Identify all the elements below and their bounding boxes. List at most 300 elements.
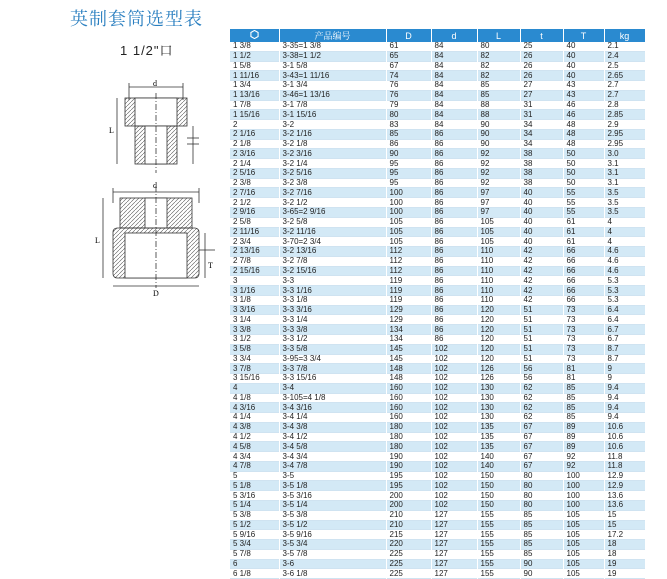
table-cell: 3 3/16 — [230, 305, 279, 315]
table-cell: 76 — [386, 90, 431, 100]
table-cell: 3-5 — [279, 471, 386, 481]
table-cell: 200 — [386, 500, 431, 510]
table-cell: 5.3 — [604, 286, 645, 296]
table-row — [230, 286, 645, 296]
table-cell: 2 3/8 — [230, 178, 279, 188]
table-cell: 56 — [520, 364, 563, 374]
table-row — [230, 315, 645, 325]
table-cell: 6.4 — [604, 315, 645, 325]
table-cell: 102 — [431, 481, 477, 491]
table-row — [230, 403, 645, 413]
table-cell: 3-46=1 13/16 — [279, 90, 386, 100]
table-row — [230, 530, 645, 540]
table-cell: 119 — [386, 286, 431, 296]
table-cell: 5.3 — [604, 295, 645, 305]
table-cell: 86 — [431, 286, 477, 296]
table-row — [230, 549, 645, 559]
table-cell: 4.6 — [604, 266, 645, 276]
table-row — [230, 61, 645, 71]
table-cell: 105 — [563, 559, 604, 569]
table-cell: 17.2 — [604, 530, 645, 540]
table-cell: 195 — [386, 481, 431, 491]
table-cell: 150 — [477, 471, 520, 481]
table-cell: 3-5 9/16 — [279, 530, 386, 540]
table-cell: 19 — [604, 559, 645, 569]
table-cell: 90 — [520, 559, 563, 569]
table-cell: 225 — [386, 569, 431, 579]
table-row — [230, 129, 645, 139]
table-cell: 102 — [431, 413, 477, 423]
table-cell: 86 — [431, 247, 477, 257]
table-cell: 3-3 7/8 — [279, 364, 386, 374]
table-cell: 40 — [520, 198, 563, 208]
table-cell: 2 1/8 — [230, 139, 279, 149]
table-cell: 89 — [563, 442, 604, 452]
table-cell: 4 5/8 — [230, 442, 279, 452]
table-cell: 210 — [386, 510, 431, 520]
table-cell: 42 — [520, 295, 563, 305]
socket-spec-table — [230, 29, 646, 579]
table-cell: 79 — [386, 100, 431, 110]
column-header: kg — [604, 29, 645, 42]
table-cell: 2 5/16 — [230, 168, 279, 178]
table-cell: 12.9 — [604, 471, 645, 481]
table-cell: 82 — [477, 61, 520, 71]
column-header: T — [563, 29, 604, 42]
table-cell: 3-3 5/8 — [279, 344, 386, 354]
table-cell: 85 — [520, 520, 563, 530]
table-cell: 155 — [477, 569, 520, 579]
table-cell: 51 — [520, 354, 563, 364]
table-cell: 8.7 — [604, 354, 645, 364]
table-cell: 3-3 3/16 — [279, 305, 386, 315]
table-cell: 2 5/8 — [230, 217, 279, 227]
table-cell: 90 — [520, 569, 563, 579]
table-cell: 85 — [477, 90, 520, 100]
table-cell: 145 — [386, 354, 431, 364]
table-cell: 2 7/16 — [230, 188, 279, 198]
table-cell: 102 — [431, 491, 477, 501]
table-cell: 42 — [520, 247, 563, 257]
table-row — [230, 344, 645, 354]
table-cell: 86 — [431, 276, 477, 286]
table-cell: 66 — [563, 286, 604, 296]
table-cell: 86 — [431, 334, 477, 344]
table-cell: 40 — [563, 42, 604, 51]
table-cell: 120 — [477, 354, 520, 364]
table-cell: 15 — [604, 520, 645, 530]
table-cell: 5 9/16 — [230, 530, 279, 540]
table-cell: 40 — [520, 237, 563, 247]
table-cell: 140 — [477, 461, 520, 471]
table-cell: 100 — [386, 208, 431, 218]
table-cell: 85 — [520, 540, 563, 550]
table-cell: 4 3/8 — [230, 422, 279, 432]
table-cell: 102 — [431, 374, 477, 384]
table-row — [230, 383, 645, 393]
table-cell: 4.6 — [604, 256, 645, 266]
table-cell: 105 — [563, 549, 604, 559]
table-cell: 10.6 — [604, 422, 645, 432]
table-cell: 130 — [477, 413, 520, 423]
table-cell: 85 — [563, 383, 604, 393]
table-cell: 3-43=1 11/16 — [279, 71, 386, 81]
table-cell: 3-5 1/8 — [279, 481, 386, 491]
table-cell: 83 — [386, 120, 431, 130]
table-cell: 80 — [520, 471, 563, 481]
table-cell: 26 — [520, 71, 563, 81]
table-cell: 3.1 — [604, 159, 645, 169]
table-cell: 92 — [477, 159, 520, 169]
table-cell: 5 1/4 — [230, 500, 279, 510]
table-cell: 51 — [520, 334, 563, 344]
table-cell: 73 — [563, 315, 604, 325]
table-cell: 3-4 3/4 — [279, 452, 386, 462]
table-cell: 100 — [563, 500, 604, 510]
table-cell: 2.95 — [604, 129, 645, 139]
table-row — [230, 227, 645, 237]
table-cell: 85 — [386, 129, 431, 139]
table-cell: 1 11/16 — [230, 71, 279, 81]
table-cell: 67 — [520, 461, 563, 471]
table-cell: 2 7/8 — [230, 256, 279, 266]
socket-drawing — [95, 78, 220, 298]
table-cell: 127 — [431, 520, 477, 530]
table-cell: 82 — [477, 51, 520, 61]
table-cell: 85 — [563, 393, 604, 403]
table-cell: 86 — [431, 227, 477, 237]
table-cell: 26 — [520, 61, 563, 71]
table-cell: 2.65 — [604, 71, 645, 81]
table-cell: 3-70=2 3/4 — [279, 237, 386, 247]
table-cell: 34 — [520, 120, 563, 130]
label-D-section: D — [153, 289, 159, 298]
table-cell: 148 — [386, 364, 431, 374]
table-cell: 225 — [386, 549, 431, 559]
table-cell: 5 7/8 — [230, 549, 279, 559]
table-cell: 1 1/2 — [230, 51, 279, 61]
table-cell: 86 — [431, 305, 477, 315]
table-cell: 102 — [431, 383, 477, 393]
table-cell: 4 3/4 — [230, 452, 279, 462]
socket-section-view — [103, 186, 215, 288]
table-cell: 190 — [386, 461, 431, 471]
table-cell: 4 1/4 — [230, 413, 279, 423]
table-row — [230, 452, 645, 462]
table-cell: 5 1/8 — [230, 481, 279, 491]
table-cell: 3-1 5/8 — [279, 61, 386, 71]
table-cell: 160 — [386, 383, 431, 393]
table-cell: 3 7/8 — [230, 364, 279, 374]
table-cell: 85 — [563, 403, 604, 413]
table-cell: 27 — [520, 90, 563, 100]
table-row — [230, 188, 645, 198]
table-row — [230, 422, 645, 432]
table-cell: 2.4 — [604, 51, 645, 61]
table-cell: 84 — [431, 100, 477, 110]
table-cell: 85 — [563, 413, 604, 423]
table-cell: 62 — [520, 383, 563, 393]
table-cell: 5 3/8 — [230, 510, 279, 520]
table-cell: 110 — [477, 295, 520, 305]
table-cell: 3 3/8 — [230, 325, 279, 335]
label-d-section: d — [153, 181, 157, 190]
table-cell: 2 15/16 — [230, 266, 279, 276]
table-row — [230, 491, 645, 501]
table-cell: 2 13/16 — [230, 247, 279, 257]
column-header: 产品编号 — [279, 29, 386, 42]
table-cell: 73 — [563, 325, 604, 335]
table-cell: 86 — [431, 256, 477, 266]
table-cell: 105 — [563, 510, 604, 520]
table-cell: 2 3/16 — [230, 149, 279, 159]
table-cell: 195 — [386, 471, 431, 481]
table-row — [230, 51, 645, 61]
table-cell: 46 — [563, 100, 604, 110]
table-cell: 3.5 — [604, 188, 645, 198]
table-cell: 12.9 — [604, 481, 645, 491]
table-cell: 3-2 15/16 — [279, 266, 386, 276]
table-cell: 145 — [386, 344, 431, 354]
table-cell: 80 — [477, 42, 520, 51]
table-cell: 3-2 11/16 — [279, 227, 386, 237]
table-cell: 86 — [431, 266, 477, 276]
table-cell: 67 — [520, 432, 563, 442]
table-cell: 56 — [520, 374, 563, 384]
column-header: t — [520, 29, 563, 42]
table-cell: 120 — [477, 325, 520, 335]
table-cell: 105 — [477, 227, 520, 237]
table-cell: 5 — [230, 471, 279, 481]
table-cell: 76 — [386, 81, 431, 91]
table-cell: 160 — [386, 413, 431, 423]
table-cell: 92 — [477, 149, 520, 159]
table-row — [230, 442, 645, 452]
table-cell: 40 — [520, 227, 563, 237]
table-cell: 85 — [520, 510, 563, 520]
table-cell: 129 — [386, 315, 431, 325]
table-cell: 130 — [477, 383, 520, 393]
table-cell: 9.4 — [604, 393, 645, 403]
table-cell: 85 — [520, 549, 563, 559]
table-cell: 84 — [431, 110, 477, 120]
table-cell: 127 — [431, 540, 477, 550]
table-cell: 42 — [520, 276, 563, 286]
column-header: L — [477, 29, 520, 42]
table-cell: 5 3/16 — [230, 491, 279, 501]
table-cell: 84 — [431, 90, 477, 100]
table-cell: 43 — [563, 90, 604, 100]
table-cell: 62 — [520, 393, 563, 403]
table-cell: 150 — [477, 500, 520, 510]
table-cell: 110 — [477, 247, 520, 257]
table-cell: 73 — [563, 354, 604, 364]
table-cell: 3-38=1 1/2 — [279, 51, 386, 61]
table-cell: 92 — [477, 168, 520, 178]
table-cell: 1 3/4 — [230, 81, 279, 91]
table-cell: 3-4 — [279, 383, 386, 393]
table-cell: 55 — [563, 208, 604, 218]
table-cell: 10.6 — [604, 432, 645, 442]
table-cell: 90 — [477, 120, 520, 130]
table-cell: 89 — [563, 422, 604, 432]
table-cell: 27 — [520, 81, 563, 91]
table-cell: 3-4 5/8 — [279, 442, 386, 452]
table-cell: 9.4 — [604, 413, 645, 423]
table-cell: 1 3/8 — [230, 42, 279, 51]
table-cell: 3.1 — [604, 178, 645, 188]
table-cell: 135 — [477, 422, 520, 432]
table-row — [230, 354, 645, 364]
table-cell: 4 — [230, 383, 279, 393]
table-cell: 102 — [431, 364, 477, 374]
table-cell: 73 — [563, 344, 604, 354]
table-cell: 3-6 1/8 — [279, 569, 386, 579]
table-cell: 4 — [604, 227, 645, 237]
table-cell: 3-95=3 3/4 — [279, 354, 386, 364]
table-cell: 120 — [477, 344, 520, 354]
table-cell: 82 — [477, 71, 520, 81]
table-cell: 6.4 — [604, 305, 645, 315]
table-cell: 10.6 — [604, 442, 645, 452]
table-cell: 3-65=2 9/16 — [279, 208, 386, 218]
table-cell: 160 — [386, 393, 431, 403]
table-cell: 86 — [431, 188, 477, 198]
table-cell: 48 — [563, 129, 604, 139]
table-cell: 67 — [520, 422, 563, 432]
table-cell: 3 1/16 — [230, 286, 279, 296]
table-cell: 2.9 — [604, 120, 645, 130]
table-cell: 3-2 1/4 — [279, 159, 386, 169]
table-cell: 220 — [386, 540, 431, 550]
table-cell: 120 — [477, 305, 520, 315]
table-cell: 135 — [477, 432, 520, 442]
table-cell: 86 — [431, 325, 477, 335]
page-title: 英制套筒选型表 — [70, 9, 203, 29]
table-cell: 180 — [386, 422, 431, 432]
table-cell: 3-2 1/16 — [279, 129, 386, 139]
table-cell: 92 — [477, 178, 520, 188]
table-cell: 225 — [386, 559, 431, 569]
table-cell: 102 — [431, 432, 477, 442]
table-cell: 67 — [520, 442, 563, 452]
table-cell: 9.4 — [604, 383, 645, 393]
table-cell: 3-2 3/16 — [279, 149, 386, 159]
table-row — [230, 120, 645, 130]
table-cell: 102 — [431, 442, 477, 452]
table-row — [230, 510, 645, 520]
table-cell: 127 — [431, 530, 477, 540]
table-cell: 95 — [386, 159, 431, 169]
table-row — [230, 100, 645, 110]
table-cell: 105 — [563, 569, 604, 579]
table-cell: 51 — [520, 315, 563, 325]
table-cell: 4 — [604, 237, 645, 247]
table-cell: 3-2 5/8 — [279, 217, 386, 227]
table-cell: 119 — [386, 276, 431, 286]
table-cell: 190 — [386, 452, 431, 462]
table-cell: 3 3/4 — [230, 354, 279, 364]
table-cell: 127 — [431, 510, 477, 520]
table-cell: 112 — [386, 266, 431, 276]
table-cell: 3-4 3/8 — [279, 422, 386, 432]
table-cell: 40 — [563, 61, 604, 71]
table-cell: 66 — [563, 247, 604, 257]
table-cell: 84 — [431, 51, 477, 61]
table-cell: 84 — [431, 81, 477, 91]
table-row — [230, 432, 645, 442]
table-cell: 3-3 3/8 — [279, 325, 386, 335]
table-cell: 3-2 — [279, 120, 386, 130]
table-cell: 11.8 — [604, 452, 645, 462]
table-cell: 50 — [563, 178, 604, 188]
table-cell: 38 — [520, 168, 563, 178]
table-cell: 215 — [386, 530, 431, 540]
table-cell: 5 3/4 — [230, 540, 279, 550]
table-cell: 48 — [563, 120, 604, 130]
table-cell: 155 — [477, 530, 520, 540]
table-cell: 3-5 1/4 — [279, 500, 386, 510]
table-cell: 95 — [386, 168, 431, 178]
table-cell: 100 — [386, 198, 431, 208]
table-row — [230, 393, 645, 403]
table-cell: 3 1/2 — [230, 334, 279, 344]
table-row — [230, 500, 645, 510]
table-cell: 80 — [520, 500, 563, 510]
table-cell: 3-5 1/2 — [279, 520, 386, 530]
label-L-top: L — [109, 126, 114, 135]
table-cell: 43 — [563, 81, 604, 91]
table-cell: 2 1/2 — [230, 198, 279, 208]
table-cell: 85 — [477, 81, 520, 91]
table-row — [230, 149, 645, 159]
table-cell: 80 — [386, 110, 431, 120]
table-cell: 42 — [520, 256, 563, 266]
table-cell: 3.5 — [604, 208, 645, 218]
table-cell: 100 — [563, 471, 604, 481]
table-cell: 2 11/16 — [230, 227, 279, 237]
table-cell: 40 — [563, 51, 604, 61]
table-cell: 11.8 — [604, 461, 645, 471]
table-cell: 5.3 — [604, 276, 645, 286]
table-cell: 50 — [563, 149, 604, 159]
label-T-section: T — [208, 261, 213, 270]
table-cell: 40 — [520, 188, 563, 198]
table-cell: 4 7/8 — [230, 461, 279, 471]
table-cell: 38 — [520, 159, 563, 169]
table-cell: 4 — [604, 217, 645, 227]
table-cell: 26 — [520, 51, 563, 61]
table-cell: 105 — [563, 520, 604, 530]
table-cell: 150 — [477, 481, 520, 491]
table-cell: 2 9/16 — [230, 208, 279, 218]
table-row — [230, 159, 645, 169]
table-row — [230, 276, 645, 286]
table-row — [230, 256, 645, 266]
table-cell: 3 1/4 — [230, 315, 279, 325]
table-row — [230, 305, 645, 315]
table-header-row — [230, 29, 645, 42]
table-cell: 102 — [431, 471, 477, 481]
table-cell: 127 — [431, 569, 477, 579]
table-cell: 61 — [386, 42, 431, 51]
table-cell: 3-2 7/16 — [279, 188, 386, 198]
table-cell: 3-4 1/4 — [279, 413, 386, 423]
table-cell: 110 — [477, 266, 520, 276]
table-cell: 126 — [477, 364, 520, 374]
table-cell: 34 — [520, 129, 563, 139]
table-cell: 46 — [563, 110, 604, 120]
